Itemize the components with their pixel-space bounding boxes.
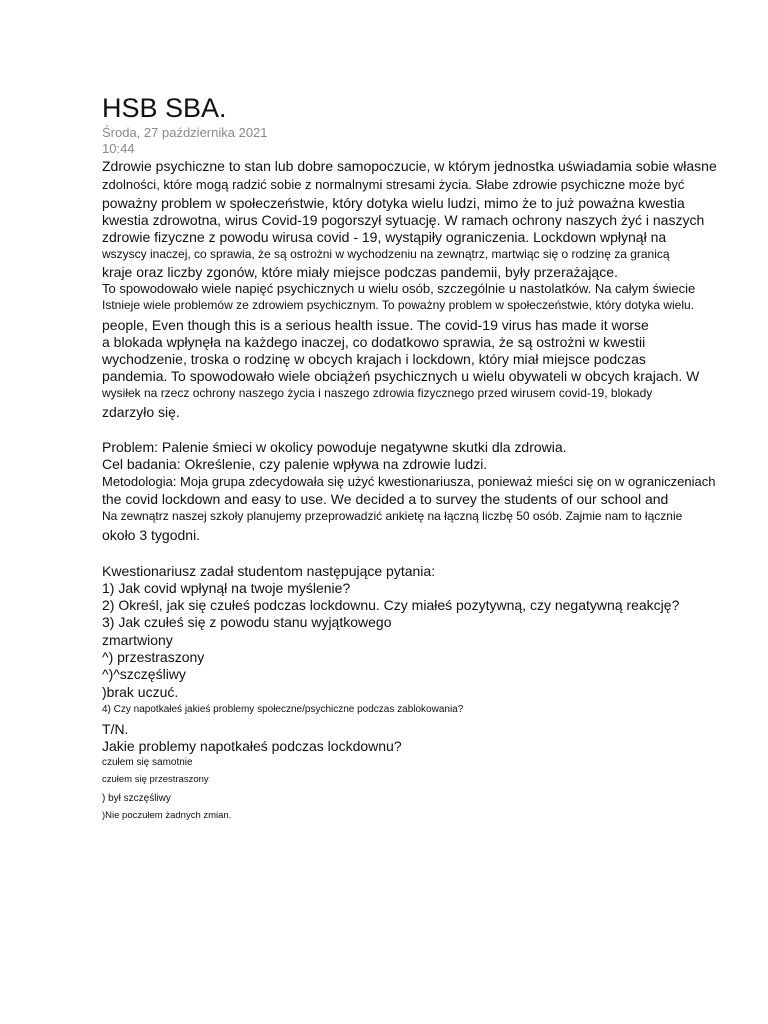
page-title: HSB SBA. bbox=[102, 93, 227, 123]
page-date: Środa, 27 października 2021 bbox=[102, 125, 268, 140]
questionnaire-line: 1) Jak covid wpłynął na twoje myślenie? bbox=[102, 580, 351, 596]
research-line: Metodologia: Moja grupa zdecydowała się użyć kwestionariusza, ponieważ mieści się on w ograniczeniach bbox=[102, 474, 716, 489]
research-line: Cel badania: Określenie, czy palenie wpływa na zdrowie ludzi. bbox=[102, 456, 488, 472]
intro-line: poważny problem w społeczeństwie, który dotyka wielu ludzi, mimo że to już poważna kwestia bbox=[102, 195, 685, 211]
intro-line: wszyscy inaczej, co sprawia, że są ostrożni w wychodzeniu na zewnątrz, martwiąc się o rodzinę za granicą bbox=[102, 247, 670, 261]
intro-line: a blokada wpłynęła na każdego inaczej, co dodatkowo sprawia, że są ostrożni w kwestii bbox=[102, 334, 646, 350]
questionnaire-line: czułem się przestraszony bbox=[102, 774, 209, 785]
intro-line: zdarzyło się. bbox=[102, 404, 180, 420]
questionnaire-line: T/N. bbox=[102, 721, 129, 737]
questionnaire-line: )Nie poczułem żadnych zmian. bbox=[102, 810, 232, 821]
research-line: Problem: Palenie śmieci w okolicy powoduje negatywne skutki dla zdrowia. bbox=[102, 439, 567, 455]
questionnaire-line: )brak uczuć. bbox=[102, 684, 179, 700]
intro-line: zdrowie fizyczne z powodu wirusa covid - 19, wystąpiły ograniczenia. Lockdown wpłynął na bbox=[102, 229, 667, 245]
intro-line: kwestia zdrowotna, wirus Covid-19 pogorszył sytuację. W ramach ochrony naszych żyć i naszych bbox=[102, 212, 705, 228]
questionnaire-line: ) był szczęśliwy bbox=[102, 793, 171, 804]
research-line: Na zewnątrz naszej szkoły planujemy przeprowadzić ankietę na łączną liczbę 50 osób. Zajmie nam to łącznie bbox=[102, 509, 683, 523]
intro-line: wychodzenie, troska o rodzinę w obcych krajach i lockdown, który miał miejsce podczas bbox=[102, 351, 646, 367]
questionnaire-line: ^) przestraszony bbox=[102, 649, 205, 665]
questionnaire-line: ^)^szczęśliwy bbox=[102, 666, 186, 682]
questionnaire-line: 4) Czy napotkałeś jakieś problemy społeczne/psychiczne podczas zablokowania? bbox=[102, 704, 464, 715]
questionnaire-line: czułem się samotnie bbox=[102, 757, 193, 768]
intro-line: kraje oraz liczby zgonów, które miały miejsce podczas pandemii, były przerażające. bbox=[102, 264, 618, 280]
research-line: około 3 tygodni. bbox=[102, 527, 201, 543]
questionnaire-line: zmartwiony bbox=[102, 632, 173, 648]
intro-line: pandemia. To spowodowało wiele obciążeń psychicznych u wielu obywateli w obcych krajach. W bbox=[102, 368, 700, 384]
intro-line: zdolności, które mogą radzić sobie z normalnymi stresami życia. Słabe zdrowie psychiczne może być bbox=[102, 177, 685, 192]
intro-line: To spowodowało wiele napięć psychicznych u wielu osób, szczególnie u nastolatków. Na całym świecie bbox=[102, 281, 696, 296]
intro-line: wysiłek na rzecz ochrony naszego życia i naszego zdrowia fizycznego przed wirusem covid-19, blokady bbox=[102, 386, 653, 400]
research-line: the covid lockdown and easy to use. We decided a to survey the students of our school and bbox=[102, 491, 669, 507]
questionnaire-line: Jakie problemy napotkałeś podczas lockdownu? bbox=[102, 738, 402, 754]
intro-line: people, Even though this is a serious health issue. The covid-19 virus has made it worse bbox=[102, 317, 649, 333]
intro-line: Zdrowie psychiczne to stan lub dobre samopoczucie, w którym jednostka uświadamia sobie własne bbox=[102, 158, 717, 174]
page-time: 10:44 bbox=[102, 141, 135, 156]
questionnaire-line: Kwestionariusz zadał studentom następujące pytania: bbox=[102, 563, 436, 579]
questionnaire-line: 2) Określ, jak się czułeś podczas lockdownu. Czy miałeś pozytywną, czy negatywną reakcję? bbox=[102, 597, 680, 613]
intro-line: Istnieje wiele problemów ze zdrowiem psychicznym. To poważny problem w społeczeństwie, który dotyka wielu. bbox=[102, 298, 695, 312]
questionnaire-line: 3) Jak czułeś się z powodu stanu wyjątkowego bbox=[102, 614, 392, 630]
